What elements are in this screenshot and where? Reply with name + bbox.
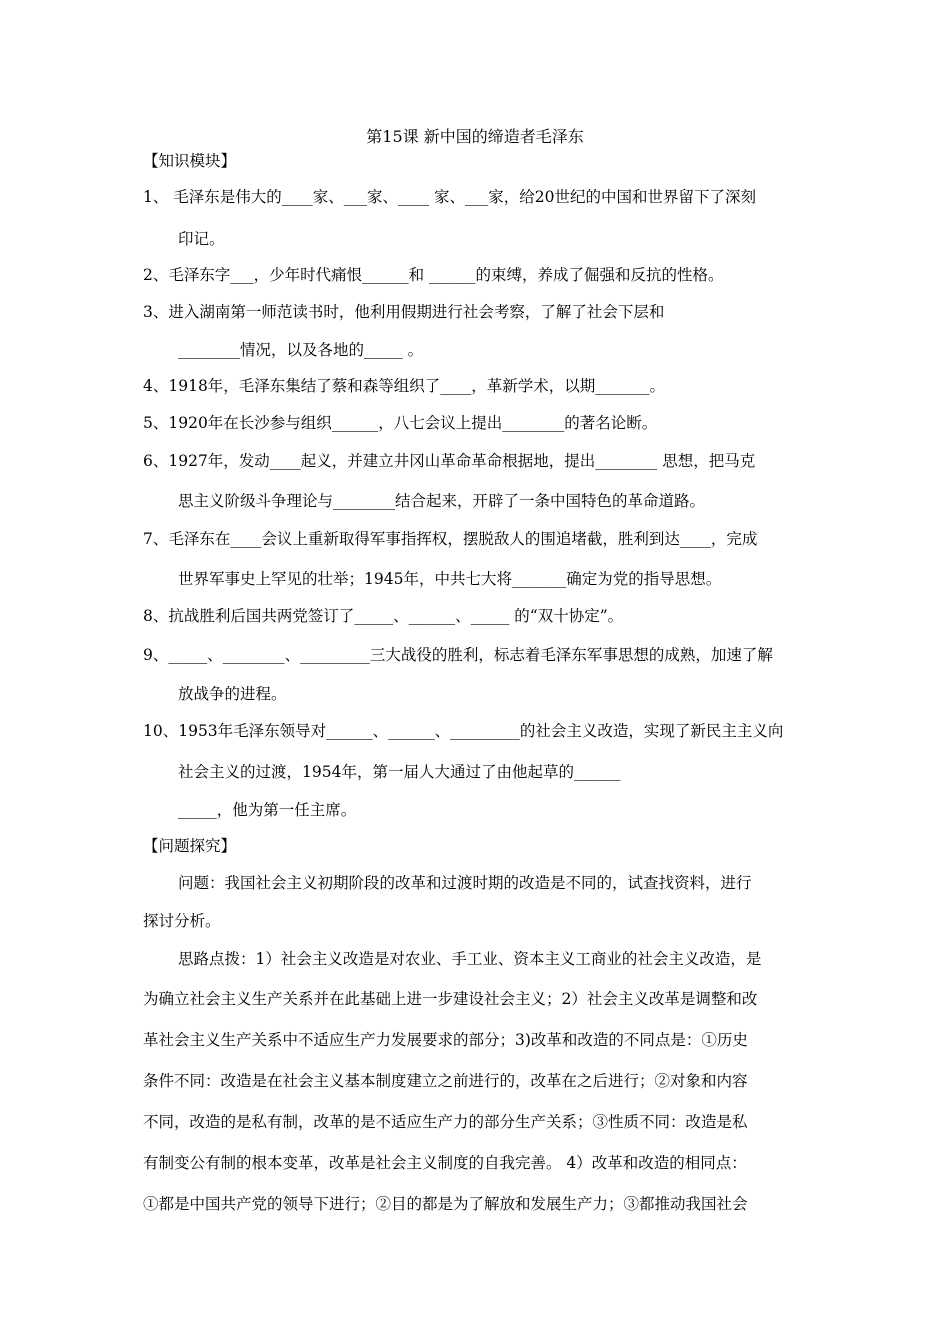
question-10-line-1: 10、1953年毛泽东领导对______、______、_________的社会主义改造，实现了新民主主义向 (143, 722, 784, 740)
question-5: 5、1920年在长沙参与组织______，八七会议上提出________的著名论断。 (143, 414, 658, 432)
question-9-line-2: 放战争的进程。 (178, 685, 287, 703)
question-1-line-2: 印记。 (178, 230, 225, 248)
hint-line-2: 为确立社会主义生产关系并在此基础上进一步建设社会主义；2）社会主义改革是调整和改 (143, 990, 758, 1008)
hint-line-4: 条件不同：改造是在社会主义基本制度建立之前进行的，改革在之后进行；②对象和内容 (143, 1072, 748, 1090)
question-10-line-3: _____，他为第一任主席。 (178, 801, 357, 819)
page-title: 第15课 新中国的缔造者毛泽东 (366, 127, 584, 146)
question-9-line-1: 9、_____、________、_________三大战役的胜利，标志着毛泽东军事思想的成熟，加速了解 (143, 646, 773, 664)
hint-line-1: 思路点拨：1）社会主义改造是对农业、手工业、资本主义工商业的社会主义改造，是 (178, 950, 762, 968)
question-8: 8、抗战胜利后国共两党签订了_____、______、_____ 的“双十协定”。 (143, 607, 624, 625)
hint-line-7: ①都是中国共产党的领导下进行；②目的都是为了解放和发展生产力；③都推动我国社会 (143, 1195, 748, 1213)
question-7-line-2: 世界军事史上罕见的壮举；1945年，中共七大将_______确定为党的指导思想。 (178, 570, 722, 588)
question-7-line-1: 7、毛泽东在____会议上重新取得军事指挥权，摆脱敌人的围追堵截，胜利到达____，完成 (143, 530, 758, 548)
question-6-line-2: 思主义阶级斗争理论与________结合起来，开辟了一条中国特色的革命道路。 (178, 492, 706, 510)
question-6-line-1: 6、1927年，发动____起义，并建立井冈山革命革命根据地，提出________ 思想，把马克 (143, 452, 756, 470)
hint-line-6: 有制变公有制的根本变革，改革是社会主义制度的自我完善。 4）改革和改造的相同点： (143, 1154, 747, 1172)
question-3-line-1: 3、进入湖南第一师范读书时，他利用假期进行社会考察，了解了社会下层和 (143, 303, 665, 321)
question-10-line-2: 社会主义的过渡，1954年，第一届人大通过了由他起草的______ (178, 763, 621, 781)
question-4: 4、1918年，毛泽东集结了蔡和森等组织了____，革新学术，以期_______。 (143, 377, 666, 395)
section-heading-knowledge: 【知识模块】 (143, 152, 237, 170)
question-2: 2、毛泽东字___，少年时代痛恨______和 ______的束缚，养成了倔强和反抗的性格。 (143, 266, 724, 284)
hint-line-5: 不同，改造的是私有制，改革的是不适应生产力的部分生产关系；③性质不同：改造是私 (143, 1113, 748, 1131)
inquiry-question-line-2: 探讨分析。 (143, 912, 221, 930)
hint-line-3: 革社会主义生产关系中不适应生产力发展要求的部分；3)改革和改造的不同点是：①历史 (143, 1031, 748, 1049)
question-1-line-1: 1、 毛泽东是伟大的____家、___家、____ 家、___家，给20世纪的中国和世界留下了深刻 (143, 188, 756, 206)
question-3-line-2: ________情况，以及各地的_____ 。 (178, 341, 424, 359)
inquiry-question-line-1: 问题：我国社会主义初期阶段的改革和过渡时期的改造是不同的，试查找资料，进行 (178, 874, 752, 892)
section-heading-inquiry: 【问题探究】 (143, 837, 237, 855)
